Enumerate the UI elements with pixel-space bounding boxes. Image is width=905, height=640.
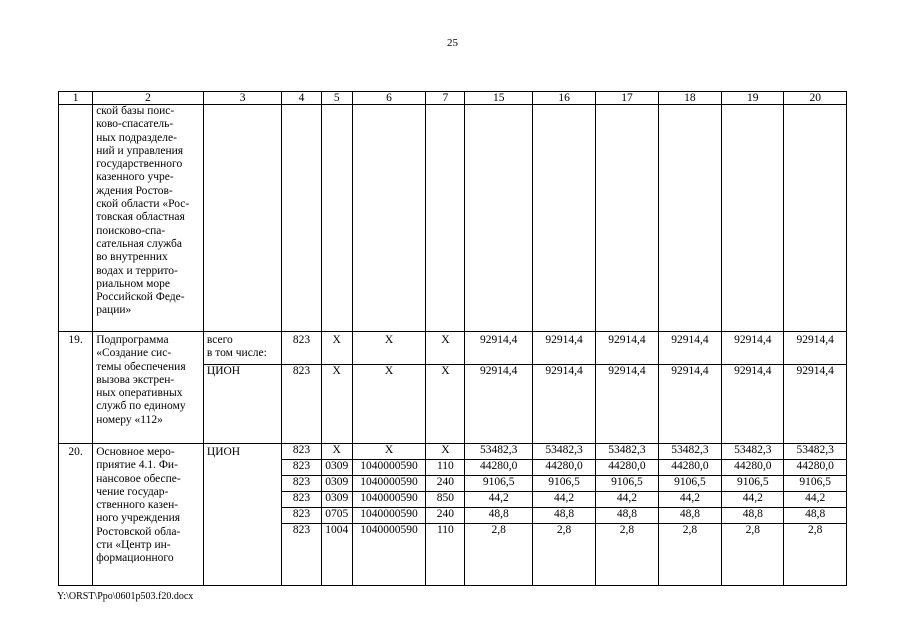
value-cell: 9106,5 bbox=[784, 476, 847, 492]
code-cell: X bbox=[426, 365, 465, 444]
value-cell: 9106,5 bbox=[658, 476, 721, 492]
value-cell: 53482,3 bbox=[465, 444, 532, 460]
value-cell: 44280,0 bbox=[465, 460, 532, 476]
code-cell: 823 bbox=[282, 508, 321, 524]
row-number: 19. bbox=[59, 332, 93, 444]
code-cell: 1040000590 bbox=[352, 508, 425, 524]
value-cell: 92914,4 bbox=[658, 332, 721, 365]
header-cell: 17 bbox=[596, 92, 658, 105]
value-cell: 48,8 bbox=[784, 508, 847, 524]
header-cell: 6 bbox=[352, 92, 425, 105]
code-cell: 823 bbox=[282, 332, 321, 365]
value-cell: 44,2 bbox=[784, 492, 847, 508]
value-cell: 9106,5 bbox=[722, 476, 784, 492]
value-cell: 92914,4 bbox=[532, 332, 595, 365]
table-row bbox=[59, 332, 847, 365]
value-cell: 92914,4 bbox=[465, 332, 532, 365]
code-cell: X bbox=[321, 444, 352, 460]
code-cell: 823 bbox=[282, 444, 321, 460]
value-cell: 2,8 bbox=[784, 524, 847, 586]
executor: ЦИОН bbox=[203, 365, 281, 444]
value-cell: 92914,4 bbox=[596, 365, 658, 444]
code-cell: 0309 bbox=[321, 460, 352, 476]
code-cell: 850 bbox=[426, 492, 465, 508]
budget-table bbox=[58, 91, 847, 586]
code-cell: X bbox=[321, 332, 352, 365]
row-number: 20. bbox=[59, 444, 93, 586]
item-description: ской базы поис- ково-спасатель- ных подразделе- ний и управления государственного казенного учре- ждения Ростов- ской области «Рос- товская областная поисково-спа- сательная служба во внутренних водах и террито- риальном море Российской Феде- рации» bbox=[93, 105, 204, 332]
value-cell: 92914,4 bbox=[465, 365, 532, 444]
header-cell: 1 bbox=[59, 92, 93, 105]
value-cell: 44,2 bbox=[596, 492, 658, 508]
value-cell: 2,8 bbox=[465, 524, 532, 586]
header-row bbox=[59, 92, 847, 105]
value-cell: 53482,3 bbox=[596, 444, 658, 460]
value-cell: 48,8 bbox=[658, 508, 721, 524]
code-cell: 823 bbox=[282, 524, 321, 586]
value-cell: 48,8 bbox=[722, 508, 784, 524]
table-row bbox=[59, 105, 847, 332]
code-cell: X bbox=[352, 332, 425, 365]
value-cell: 53482,3 bbox=[658, 444, 721, 460]
table-row bbox=[59, 444, 847, 460]
value-cell: 53482,3 bbox=[784, 444, 847, 460]
code-cell: 0309 bbox=[321, 492, 352, 508]
header-cell: 3 bbox=[203, 92, 281, 105]
code-cell: 1040000590 bbox=[352, 460, 425, 476]
code-cell: X bbox=[352, 365, 425, 444]
code-cell: X bbox=[352, 444, 425, 460]
value-cell: 2,8 bbox=[722, 524, 784, 586]
value-cell: 53482,3 bbox=[722, 444, 784, 460]
code-cell: 240 bbox=[426, 508, 465, 524]
value-cell: 44280,0 bbox=[596, 460, 658, 476]
value-cell: 92914,4 bbox=[596, 332, 658, 365]
value-cell: 48,8 bbox=[596, 508, 658, 524]
code-cell: 823 bbox=[282, 492, 321, 508]
executor: всего в том числе: bbox=[203, 332, 281, 365]
header-cell: 15 bbox=[465, 92, 532, 105]
header-cell: 19 bbox=[722, 92, 784, 105]
footer-file-path: Y:\ORST\Ppo\0601p503.f20.docx bbox=[57, 591, 194, 602]
value-cell: 92914,4 bbox=[784, 332, 847, 365]
header-cell: 5 bbox=[321, 92, 352, 105]
code-cell: X bbox=[426, 332, 465, 365]
code-cell: X bbox=[426, 444, 465, 460]
value-cell: 44,2 bbox=[658, 492, 721, 508]
header-cell: 4 bbox=[282, 92, 321, 105]
code-cell: X bbox=[321, 365, 352, 444]
code-cell: 0705 bbox=[321, 508, 352, 524]
code-cell: 1040000590 bbox=[352, 524, 425, 586]
value-cell: 92914,4 bbox=[722, 365, 784, 444]
value-cell: 48,8 bbox=[465, 508, 532, 524]
value-cell: 92914,4 bbox=[658, 365, 721, 444]
page-number: 25 bbox=[447, 37, 458, 49]
header-cell: 16 bbox=[532, 92, 595, 105]
value-cell: 48,8 bbox=[532, 508, 595, 524]
executor: ЦИОН bbox=[203, 444, 281, 586]
value-cell: 44280,0 bbox=[722, 460, 784, 476]
value-cell: 53482,3 bbox=[532, 444, 595, 460]
value-cell: 44,2 bbox=[722, 492, 784, 508]
header-cell: 20 bbox=[784, 92, 847, 105]
value-cell: 9106,5 bbox=[532, 476, 595, 492]
value-cell: 44280,0 bbox=[532, 460, 595, 476]
code-cell: 1004 bbox=[321, 524, 352, 586]
code-cell: 0309 bbox=[321, 476, 352, 492]
header-cell: 7 bbox=[426, 92, 465, 105]
value-cell: 2,8 bbox=[658, 524, 721, 586]
value-cell: 92914,4 bbox=[532, 365, 595, 444]
value-cell: 44,2 bbox=[532, 492, 595, 508]
code-cell: 823 bbox=[282, 476, 321, 492]
value-cell: 2,8 bbox=[532, 524, 595, 586]
code-cell: 110 bbox=[426, 524, 465, 586]
value-cell: 44,2 bbox=[465, 492, 532, 508]
item-description: Подпрограмма «Создание сис- темы обеспечения вызова экстрен- ных оперативных служб по единому номеру «112» bbox=[93, 332, 204, 444]
value-cell: 9106,5 bbox=[465, 476, 532, 492]
value-cell: 92914,4 bbox=[784, 365, 847, 444]
header-cell: 18 bbox=[658, 92, 721, 105]
value-cell: 2,8 bbox=[596, 524, 658, 586]
code-cell: 1040000590 bbox=[352, 492, 425, 508]
value-cell: 9106,5 bbox=[596, 476, 658, 492]
code-cell: 240 bbox=[426, 476, 465, 492]
code-cell: 110 bbox=[426, 460, 465, 476]
value-cell: 44280,0 bbox=[784, 460, 847, 476]
value-cell: 44280,0 bbox=[658, 460, 721, 476]
code-cell: 823 bbox=[282, 365, 321, 444]
item-description: Основное меро- приятие 4.1. Фи- нансовое обеспе- чение государ- ственного казен- ного учреждения Ростовской обла- сти «Центр ин- формационного bbox=[93, 444, 204, 586]
code-cell: 823 bbox=[282, 460, 321, 476]
header-cell: 2 bbox=[93, 92, 204, 105]
code-cell: 1040000590 bbox=[352, 476, 425, 492]
value-cell: 92914,4 bbox=[722, 332, 784, 365]
